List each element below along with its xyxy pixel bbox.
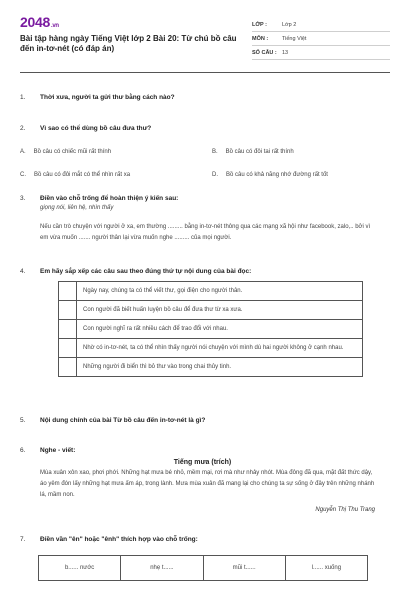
header-divider xyxy=(20,72,390,73)
document-title: Bài tập hàng ngày Tiếng Việt lớp 2 Bài 20: Từ chú bồ câu đến in-tơ-nét (có đáp án) xyxy=(20,34,237,53)
dictation-paragraph: Mùa xuân xôn xao, phơi phới. Những hạt mưa bé nhỏ, mềm mại, rơi mà như nhảy nhót. Mùa đông đã qua, mặt đất thức dậy, áo yêm đón lấy những hạt mưa ấm áp, trong lành. Mưa mùa xuân đã mang lại cho chúng ta sự sống ở đây trên những nhánh lá, mầm non. xyxy=(40,470,375,498)
meta-row-grade: LỚP : Lớp 2 xyxy=(252,18,390,32)
fill-cell[interactable]: nhẹ t...... xyxy=(121,556,203,580)
order-input-cell[interactable] xyxy=(59,339,77,357)
table-row: Con người đã biết huấn luyện bồ câu để đưa thư từ xa xưa. xyxy=(59,301,362,320)
meta-row-count: SỐ CÂU : 13 xyxy=(252,46,390,60)
order-input-cell[interactable] xyxy=(59,282,77,300)
rhyme-fill-table xyxy=(38,555,368,581)
ordering-table xyxy=(58,281,363,377)
table-row: Con người nghĩ ra rất nhiều cách để trao đổi với nhau. xyxy=(59,320,362,339)
header xyxy=(20,14,390,66)
word-bank: giọng nói, liên hệ, nhìn thấy xyxy=(40,205,114,211)
fill-cell[interactable]: mũi t...... xyxy=(204,556,286,580)
option-c[interactable]: C. Bồ câu có đôi mắt có thể nhìn rất xa xyxy=(20,172,131,178)
option-b[interactable]: B. Bồ câu có đôi tai rất thính xyxy=(212,149,294,155)
fill-in-paragraph: Nếu cần trò chuyện với người ở xa, em thường ......... bằng in-tơ-nét thông qua các mạng xã hội như facebook, zalo,.. bởi vì em vừa muốn ....... người thân lại vừa muốn nghe ......... của mọi người. xyxy=(40,224,371,241)
meta-row-subject: MÔN : Tiếng Việt xyxy=(252,32,390,46)
table-row: Nhờ có in-tơ-nét, ta có thể nhìn thấy người nói chuyện với mình dù hai người không ở cạnh nhau. xyxy=(59,339,362,358)
order-input-cell[interactable] xyxy=(59,301,77,319)
dictation-author: Nguyễn Thị Thu Trang xyxy=(315,507,375,513)
option-a[interactable]: A. Bồ câu có chiếc mũi rất thính xyxy=(20,149,112,155)
dictation-title: Tiếng mưa (trích) xyxy=(173,459,232,466)
table-row: Những người đi biển thì bỏ thư vào trong chai thủy tinh. xyxy=(59,358,362,377)
order-input-cell[interactable] xyxy=(59,320,77,338)
order-input-cell[interactable] xyxy=(59,358,77,376)
site-logo[interactable]: 2048.vn xyxy=(20,14,59,30)
worksheet-page: 2048.vn Bài tập hàng ngày Tiếng Việt lớp 2 Bài 20: Từ chú bồ câu đến in-tơ-nét (có đáp án) LỚP : Lớp 2 MÔN : Tiếng Việt SỐ CÂU : 13 1. Thời xưa, người ta gửi thư bằng cách nào? 2. Vì sao có thể dùng bồ câu đưa thư? A. Bồ câu có chiếc mũi rất thính B. Bồ câu có đôi tai rất thính C. Bồ câu có đôi mắt có thể nhìn rất xa D. Bồ câu có khả năng nhớ đường rất tốt 3. Điền vào chỗ trống để hoàn thiện ý kiến sau: giọng nói, liên hệ, nhìn thấy Nếu cần trò chuyện với người ở xa, em thường ......... bằng in-tơ-nét thông qua các mạng xã hội như facebook, zalo,.. bởi vì em vừa muốn ....... người thân lại vừa muốn nghe ......... của mọi người. 4. Em hãy sắp xếp các câu sau theo đúng thứ tự nội dung của bài đọc: Ngày nay, chúng ta có thể viết thư, gọi điện cho người thân. Con người đã biết huấn luyện bồ câu để đưa thư từ xa xưa. Con người nghĩ ra rất nhiều cách để trao đổi với nhau. Nhờ có in-tơ-nét, ta có thể nhìn thấy người nói chuyện với mình dù hai người không ở cạnh nhau. Những người đi biển thì bỏ thư vào trong chai thủy tinh. 5. Nội dung chính của bài Từ bồ câu đến in-tơ-nét là gì? 6. Nghe - viết: Tiếng mưa (trích) Mùa xuân xôn xao, phơi phới. Những hạt mưa bé nhỏ, mềm mại, rơi mà như nhảy nhót. Mùa đông đã qua, mặt đất thức dậy, áo yêm đón lấy những hạt mưa ấm áp, trong lành. Mưa mùa xuân đã mang lại cho chúng ta sự sống ở đây trên những nhánh lá, mầm non. Nguyễn Thị Thu Trang 7. Điền vần "ên" hoặc "ênh" thích hợp vào chỗ trống: b...... nước nhẹ t...... mũi t...... l...... xuống xyxy=(0,0,400,600)
option-d[interactable]: D. Bồ câu có khả năng nhớ đường rất tốt xyxy=(212,172,328,178)
fill-cell[interactable]: b...... nước xyxy=(39,556,121,580)
meta-info xyxy=(252,18,390,60)
fill-cell[interactable]: l...... xuống xyxy=(311,565,342,571)
table-row: Ngày nay, chúng ta có thể viết thư, gọi điện cho người thân. xyxy=(59,282,362,301)
